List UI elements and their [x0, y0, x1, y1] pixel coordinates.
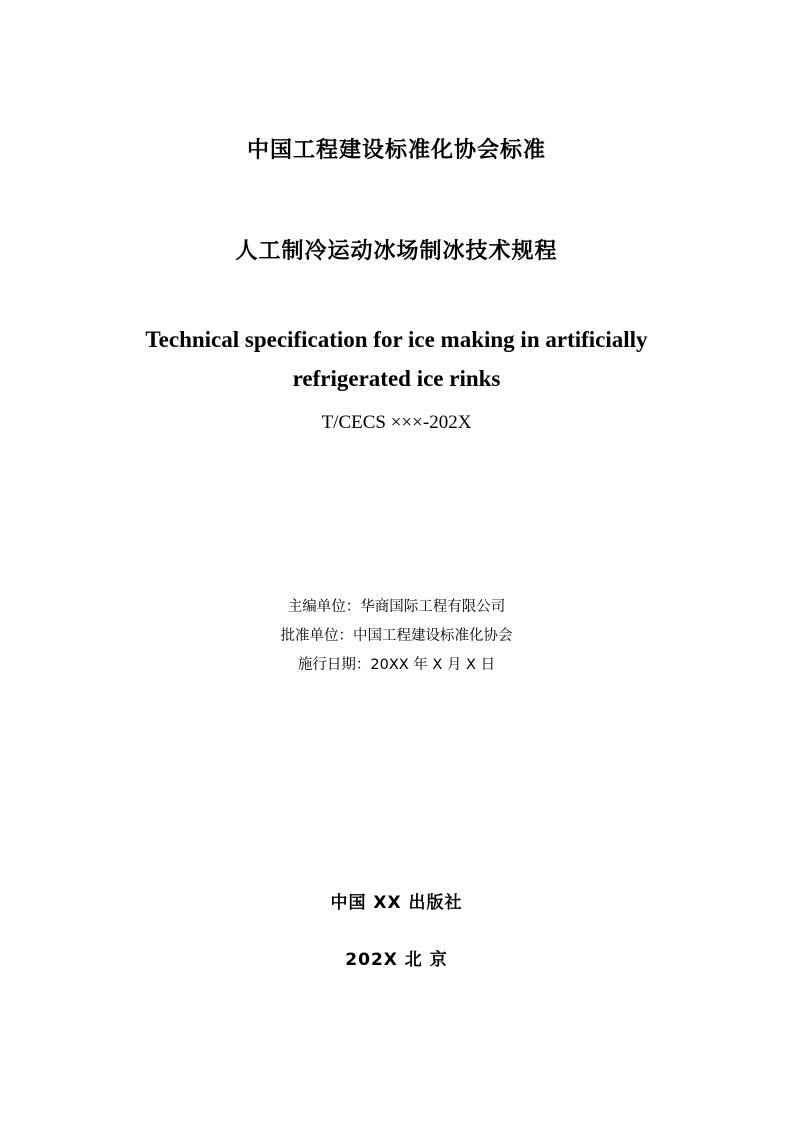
association-name: 中国工程建设标准化协会标准	[246, 138, 546, 163]
standard-code: T/CECS ×××-202X	[321, 412, 472, 433]
meta-label-effective-date: 施行日期：	[297, 657, 371, 673]
english-title-line-1: Technical specification for ice making in artificially	[145, 327, 648, 352]
meta-value-effective-date: 20XX 年 X 月 X 日	[370, 657, 496, 673]
meta-value-approver: 中国工程建设标准化协会	[353, 628, 513, 644]
chinese-title: 人工制冷运动冰场制冰技术规程	[235, 239, 558, 264]
publisher-name: 中国 XX 出版社	[330, 893, 463, 913]
meta-label-approver: 批准单位：	[280, 628, 353, 644]
publication-place-year: 202X 北 京	[345, 950, 448, 970]
meta-label-chief-editor: 主编单位：	[287, 599, 361, 615]
meta-row-approver	[0, 622, 793, 651]
english-title-line-2: refrigerated ice rinks	[292, 366, 501, 392]
meta-value-chief-editor: 华商国际工程有限公司	[360, 599, 506, 615]
metadata-block	[0, 593, 793, 680]
meta-row-effective-date	[0, 651, 793, 680]
meta-row-chief-editor	[0, 593, 793, 622]
english-title	[0, 320, 793, 398]
